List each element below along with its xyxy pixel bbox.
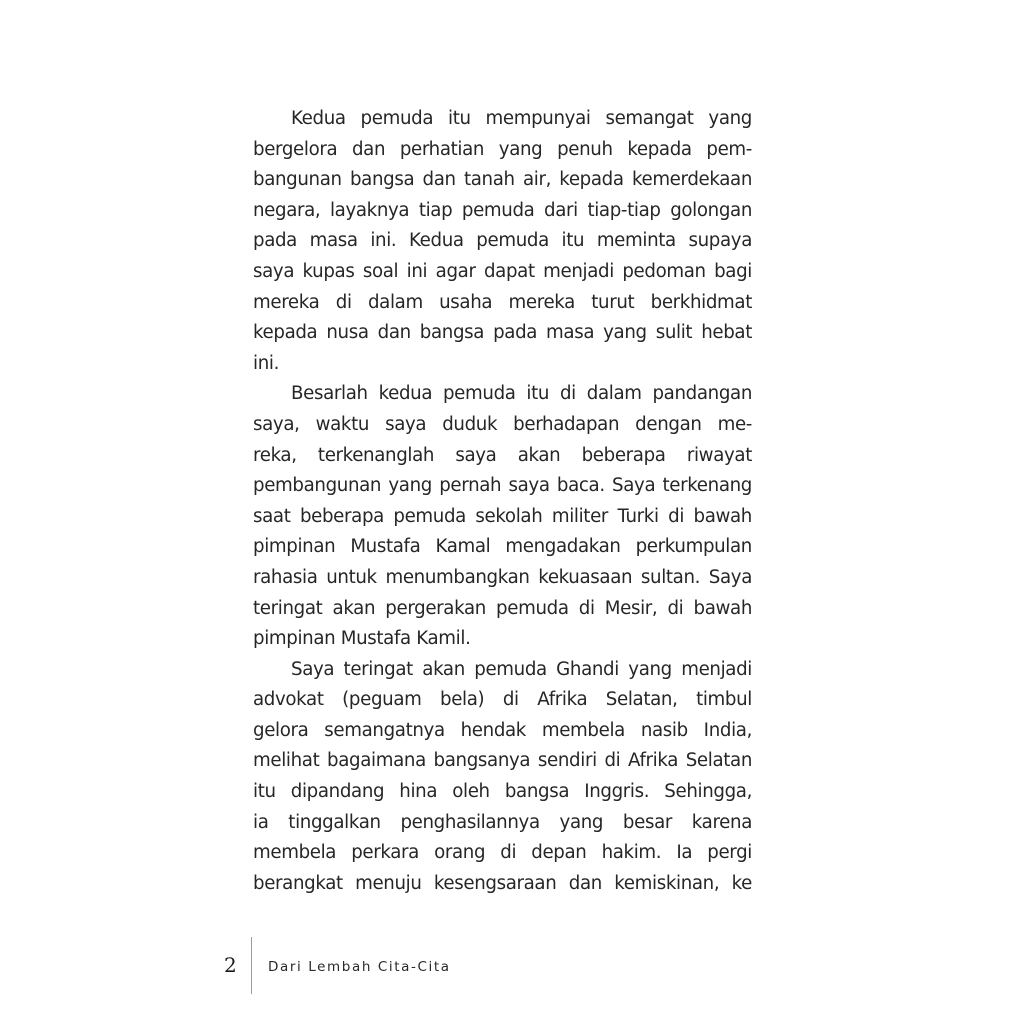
text-line: reka, terkenanglah saya akan beberapa riwayat (253, 444, 752, 466)
text-line: advokat (peguam bela) di Afrika Selatan, timbul (253, 689, 752, 711)
text-line: bangunan bangsa dan tanah air, kepada kemerdekaan (253, 169, 752, 191)
running-title: Dari Lembah Cita-Cita (268, 959, 451, 975)
text-line: pimpinan Mustafa Kamil. (253, 628, 471, 650)
text-line: saya kupas soal ini agar dapat menjadi pedoman bagi (253, 260, 752, 282)
text-line: membela perkara orang di depan hakim. Ia pergi (253, 842, 752, 864)
text-line: itu dipandang hina oleh bangsa Inggris. Sehingga, (253, 781, 752, 803)
text-line: rahasia untuk menumbangkan kekuasaan sultan. Saya (253, 566, 752, 588)
text-line: Kedua pemuda itu mempunyai semangat yang (291, 108, 752, 129)
text-line: Saya teringat akan pemuda Ghandi yang menjadi (291, 658, 752, 680)
paragraph-3 (253, 655, 752, 900)
paragraph-1 (253, 104, 752, 379)
text-line: pada masa ini. Kedua pemuda itu meminta supaya (253, 230, 752, 252)
text-line: negara, layaknya tiap pemuda dari tiap-tiap golongan (253, 199, 752, 221)
text-line: saat beberapa pemuda sekolah militer Turki di bawah (253, 505, 752, 527)
text-line: ini. (253, 352, 280, 374)
text-line: gelora semangatnya hendak membela nasib India, (253, 719, 752, 741)
text-line: mereka di dalam usaha mereka turut berkhidmat (253, 291, 752, 313)
text-line: pembangunan yang pernah saya baca. Saya terkenang (253, 475, 752, 497)
text-line: berangkat menuju kesengsaraan dan kemiskinan, ke (253, 872, 752, 894)
text-line: saya, waktu saya duduk berhadapan dengan me- (253, 413, 752, 435)
paragraph-2 (253, 379, 752, 654)
footer-divider (251, 937, 252, 994)
text-line: bergelora dan perhatian yang penuh kepada pem- (253, 138, 752, 160)
page-number: 2 (224, 953, 237, 977)
text-line: melihat bagaimana bangsanya sendiri di Afrika Selatan (253, 750, 752, 772)
text-line: ia tinggalkan penghasilannya yang besar karena (253, 811, 752, 833)
body-text (253, 104, 752, 899)
text-line: Besarlah kedua pemuda itu di dalam pandangan (291, 383, 752, 405)
text-line: pimpinan Mustafa Kamal mengadakan perkumpulan (253, 536, 752, 558)
text-line: kepada nusa dan bangsa pada masa yang sulit hebat (253, 322, 752, 344)
text-line: teringat akan pergerakan pemuda di Mesir, di bawah (253, 597, 752, 619)
